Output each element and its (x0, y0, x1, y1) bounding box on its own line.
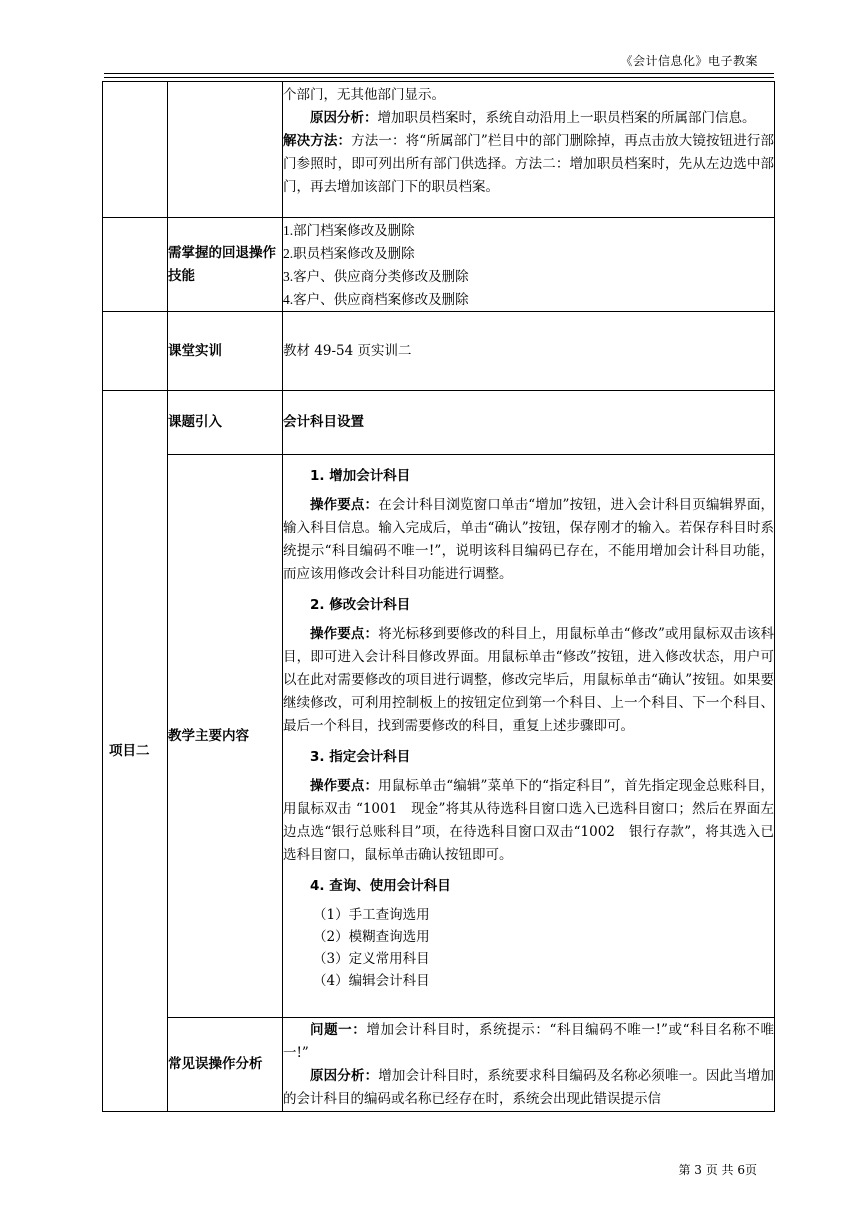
table-row (103, 312, 775, 391)
continuation-text: 个部门，无其他部门显示。 (283, 87, 445, 103)
key-points-label: 操作要点： (310, 626, 379, 642)
list-item: （2）模糊查询选用 (313, 929, 430, 945)
table-row (103, 218, 775, 312)
section-text: 在会计科目浏览窗口单击“增加”按钮，进入会计科目页编辑界面，输入科目信息。输入完成后，单击“确认”按钮，保存刚才的输入。若保存科目时系统提示“科目编码不唯一!”，说明该科目编码已存在，不能用增加会计科目功能，而应该用修改会计科目功能进行调整。 (283, 497, 775, 582)
practice-label: 课堂实训 (168, 312, 283, 391)
list-item: （4）编辑会计科目 (313, 973, 430, 989)
main-content-label: 教学主要内容 (168, 455, 283, 1018)
key-points-label: 操作要点： (310, 778, 379, 794)
table-row (103, 82, 775, 218)
header-rule (104, 73, 774, 74)
main-content-cell (283, 455, 775, 1018)
table-cell-empty (103, 218, 168, 312)
section-text: 用鼠标单击“编辑”菜单下的“指定科目”，首先指定现金总账科目，用鼠标双击 “1001 现金”将其从待选科目窗口选入已选科目窗口；然后在界面左边点选“银行总账科目”项，在待选科目窗口双击“1002 银行存款”，将其选入已选科目窗口，鼠标单击确认按钮即可。 (283, 778, 775, 863)
practice-text: 教材 49-54 页实训二 (283, 312, 775, 391)
key-points-label: 操作要点： (310, 497, 379, 513)
table-row (103, 1018, 775, 1112)
intro-text: 会计科目设置 (283, 391, 775, 455)
solution-label: 解决方法： (283, 133, 352, 149)
section-text: 将光标移到要修改的科目上，用鼠标单击“修改”或用鼠标双击该科目，即可进入会计科目修改界面。用鼠标单击“修改”按钮，进入修改状态，用户可以在此对需要修改的项目进行调整，修改完毕后，用鼠标单击“确认”按钮。如果要继续修改，可利用控制板上的按钮定位到第一个科目、上一个科目、下一个科目、最后一个科目，找到需要修改的科目，重复上述步骤即可。 (283, 626, 775, 734)
table-cell-empty (168, 82, 283, 218)
list-item: 3.客户、供应商分类修改及删除 (283, 269, 469, 284)
list-item: 2.职员档案修改及删除 (283, 246, 415, 261)
table-cell-empty (103, 82, 168, 218)
section-title: 4. 查询、使用会计科目 (310, 878, 451, 894)
rollback-skills-cell (283, 218, 775, 312)
lesson-plan-table (102, 81, 775, 1112)
list-item: 1.部门档案修改及删除 (283, 223, 415, 238)
common-errors-cell (283, 1018, 775, 1112)
cause-label: 原因分析： (310, 110, 378, 126)
solution-text: 方法一：将“所属部门”栏目中的部门删除掉，再点击放大镜按钮进行部门参照时，即可列出所有部门供选择。方法二：增加职员档案时，先从左边选中部门，再去增加该部门下的职员档案。 (283, 133, 774, 195)
cause-text: 增加会计科目时，系统要求科目编码及名称必须唯一。因此当增加的会计科目的编码或名称已经存在时，系统会出现此错误提示信 (283, 1068, 775, 1107)
table-row (103, 455, 775, 1018)
intro-label: 课题引入 (168, 391, 283, 455)
cause-label: 原因分析： (310, 1068, 379, 1084)
cause-text: 增加职员档案时，系统自动沿用上一职员档案的所属部门信息。 (377, 110, 756, 126)
project-label: 项目二 (103, 391, 168, 1112)
list-item: 4.客户、供应商档案修改及删除 (283, 292, 469, 307)
problem-continuation-cell (283, 82, 775, 218)
page-number: 第 3 页 共 6页 (678, 1163, 757, 1177)
common-errors-label: 常见误操作分析 (168, 1018, 283, 1112)
section-title: 3. 指定会计科目 (310, 749, 411, 765)
section-title: 2. 修改会计科目 (310, 597, 411, 613)
question-text: 增加会计科目时，系统提示：“科目编码不唯一!”或“科目名称不唯一!” (283, 1022, 775, 1061)
table-row (103, 391, 775, 455)
document-header-title: 《会计信息化》电子教案 (620, 54, 758, 68)
table-cell-empty (103, 312, 168, 391)
list-item: （3）定义常用科目 (313, 951, 430, 967)
rollback-skills-label: 需掌握的回退操作技能 (168, 218, 283, 312)
question-label: 问题一： (310, 1022, 367, 1038)
list-item: （1）手工查询选用 (313, 907, 430, 923)
section-title: 1. 增加会计科目 (310, 468, 411, 484)
header-rule-thin (104, 77, 774, 78)
